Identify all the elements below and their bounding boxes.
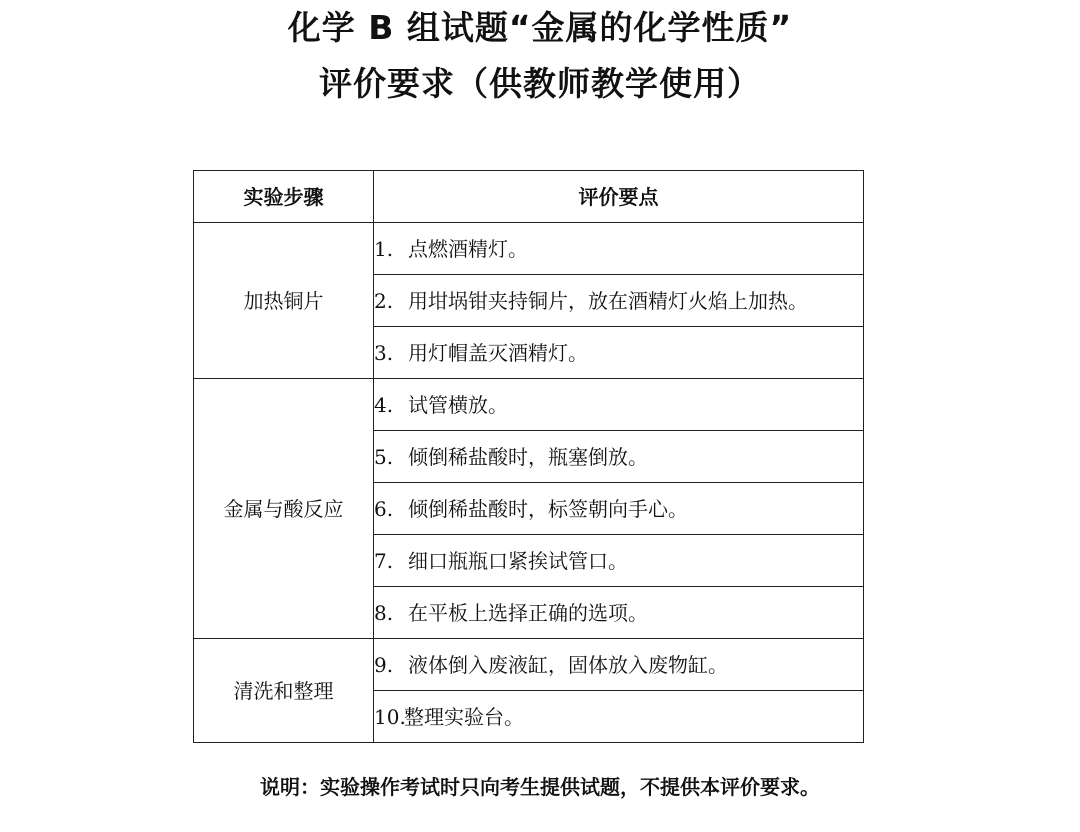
header-step: 实验步骤 <box>194 171 374 223</box>
point-cell <box>374 639 864 691</box>
step-cell: 加热铜片 <box>194 223 374 379</box>
item-number: 1. <box>374 236 394 261</box>
item-number: 2. <box>374 288 394 313</box>
item-text: 倾倒稀盐酸时，瓶塞倒放。 <box>408 444 648 469</box>
item-number: 5. <box>374 444 394 469</box>
table-header-row <box>194 171 864 223</box>
footnote: 说明：实验操作考试时只向考生提供试题，不提供本评价要求。 <box>260 775 820 799</box>
item-number: 3. <box>374 340 394 365</box>
point-cell <box>374 483 864 535</box>
item-number: 8. <box>374 600 394 625</box>
point-cell <box>374 327 864 379</box>
step-cell: 清洗和整理 <box>194 639 374 743</box>
item-number: 9. <box>374 652 394 677</box>
step-cell: 金属与酸反应 <box>194 379 374 639</box>
point-cell <box>374 379 864 431</box>
item-number: 7. <box>374 548 394 573</box>
item-text: 点燃酒精灯。 <box>408 236 528 261</box>
evaluation-table <box>193 170 864 743</box>
point-cell <box>374 587 864 639</box>
item-text: 细口瓶瓶口紧挨试管口。 <box>408 548 628 573</box>
point-cell <box>374 275 864 327</box>
point-cell <box>374 431 864 483</box>
item-text: 倾倒稀盐酸时，标签朝向手心。 <box>408 496 688 521</box>
document-subtitle: 评价要求（供教师教学使用） <box>319 64 761 103</box>
point-cell <box>374 535 864 587</box>
document-title: 化学 B 组试题“金属的化学性质” <box>287 8 793 47</box>
table-row <box>194 639 864 691</box>
item-text: 试管横放。 <box>408 392 508 417</box>
table-row <box>194 223 864 275</box>
item-number: 10. <box>374 704 406 729</box>
point-cell <box>374 691 864 743</box>
item-number: 4. <box>374 392 394 417</box>
item-text: 用灯帽盖灭酒精灯。 <box>408 340 588 365</box>
item-text: 整理实验台。 <box>404 704 524 729</box>
header-points: 评价要点 <box>374 171 864 223</box>
item-number: 6. <box>374 496 394 521</box>
point-cell <box>374 223 864 275</box>
table-row <box>194 379 864 431</box>
item-text: 用坩埚钳夹持铜片，放在酒精灯火焰上加热。 <box>408 288 808 313</box>
item-text: 在平板上选择正确的选项。 <box>408 600 648 625</box>
item-text: 液体倒入废液缸，固体放入废物缸。 <box>408 652 728 677</box>
